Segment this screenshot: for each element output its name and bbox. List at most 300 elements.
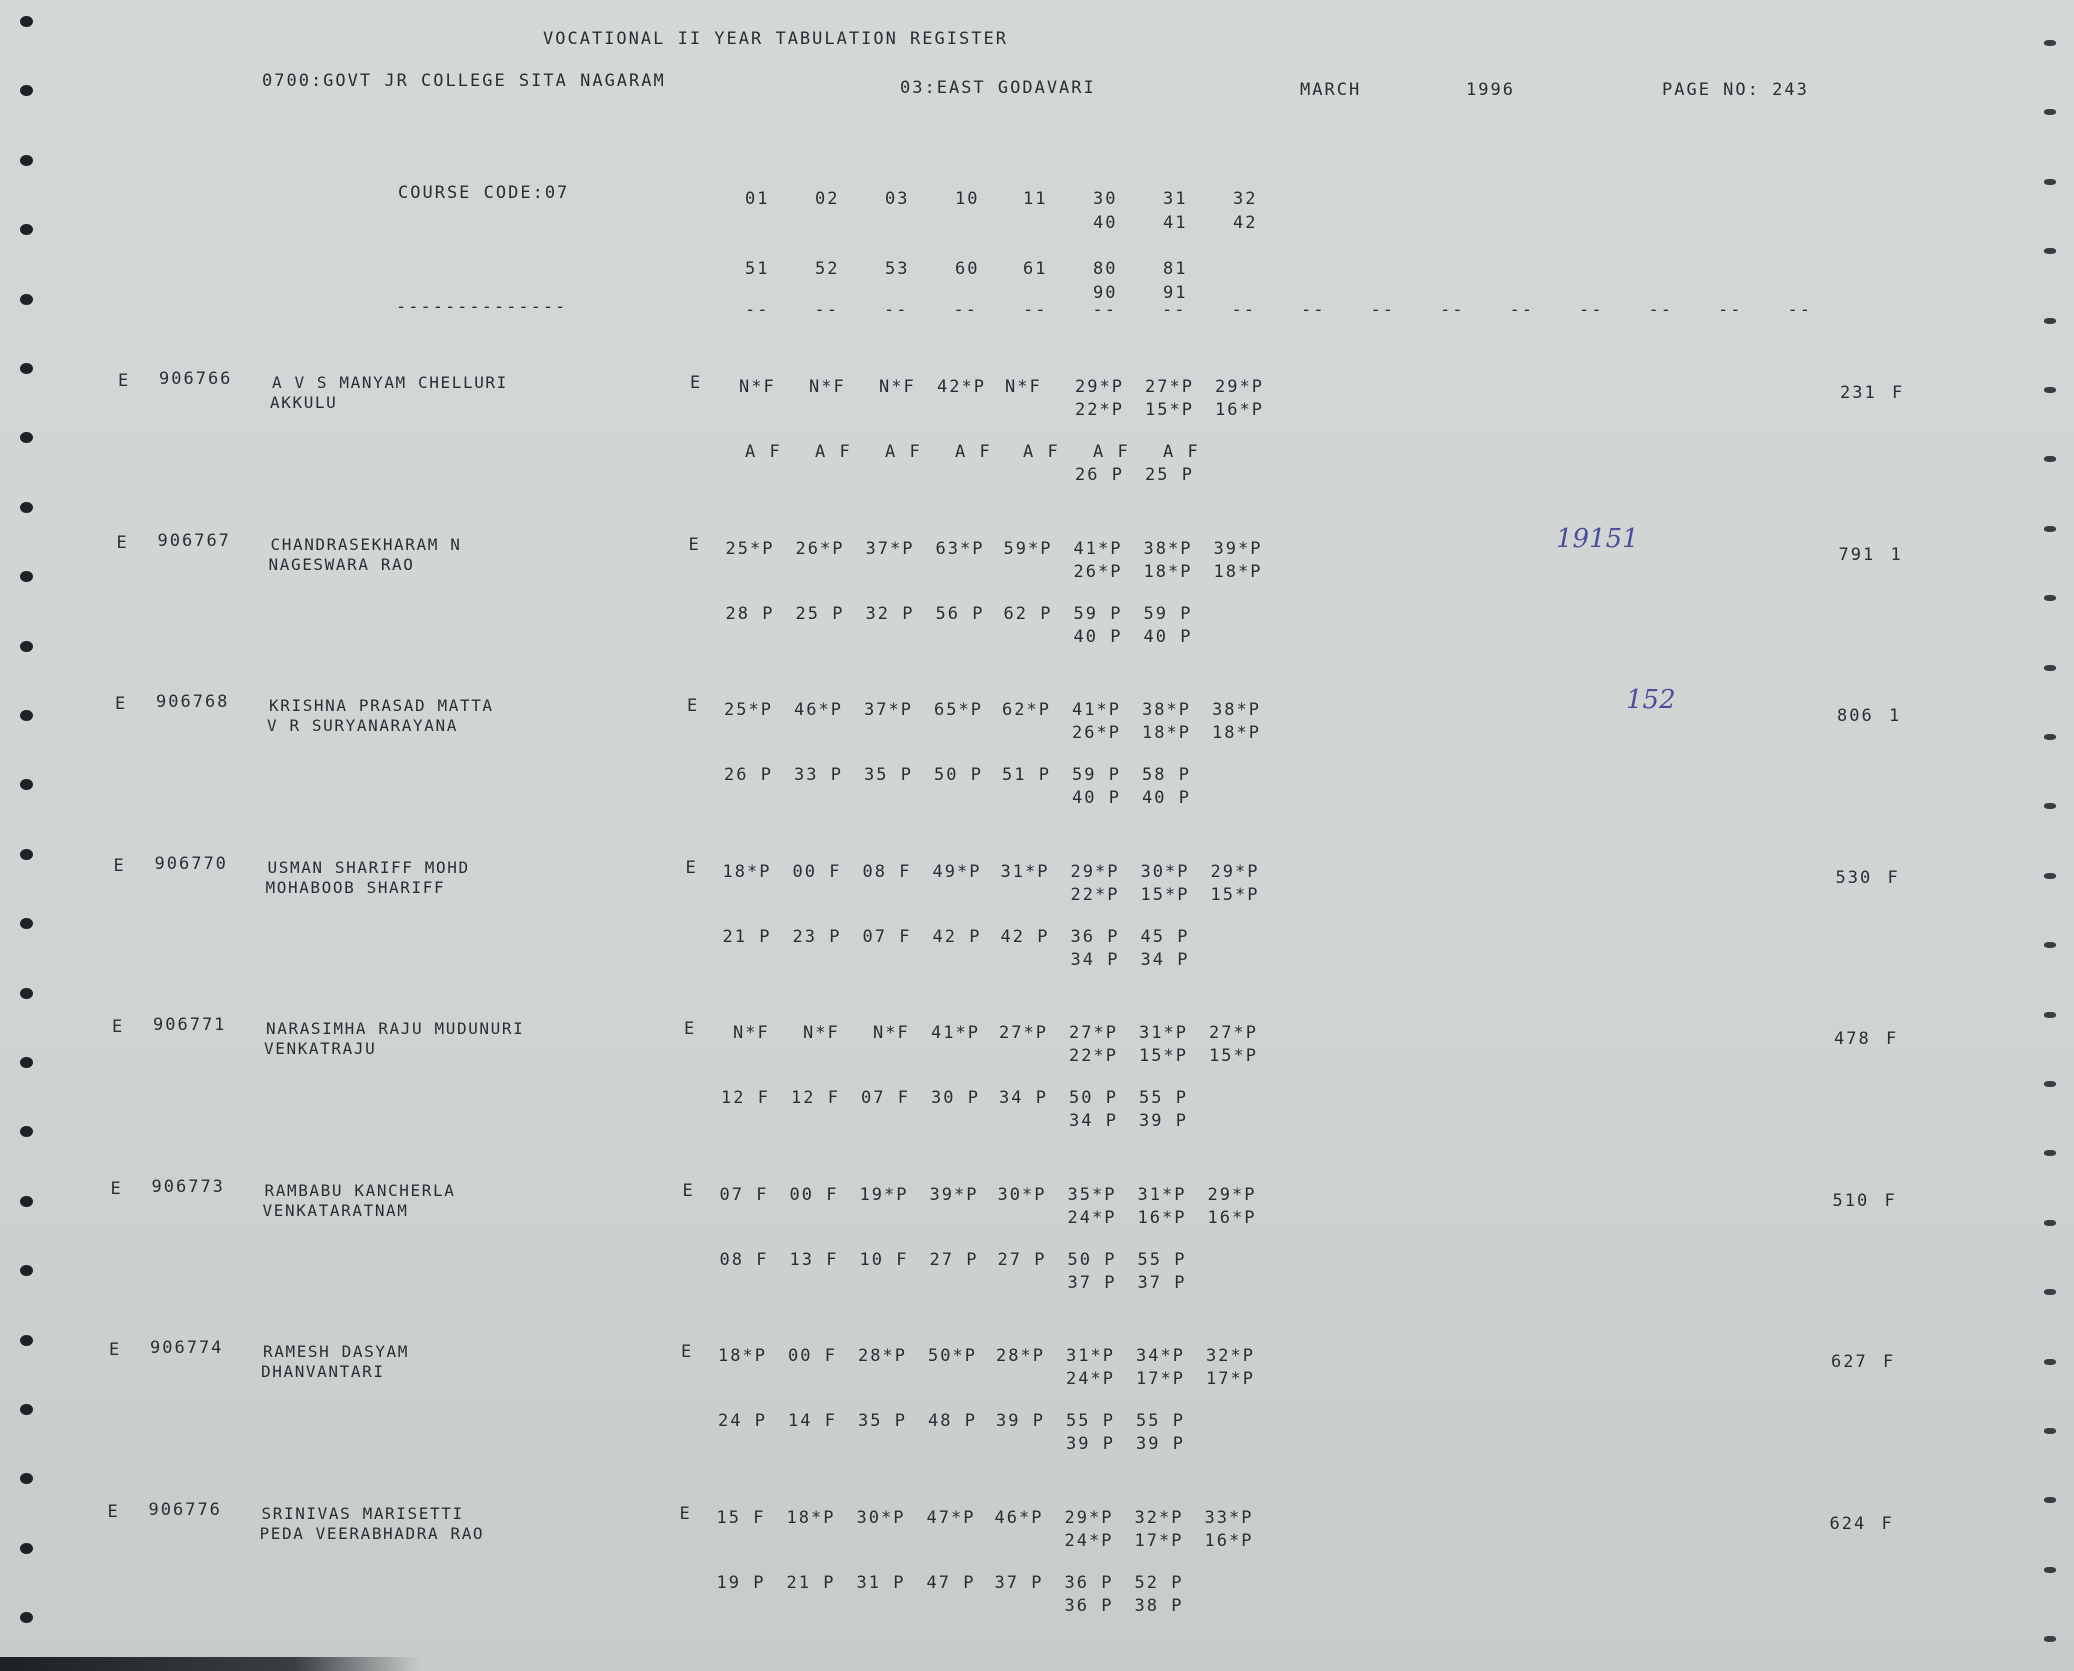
feed-hole-icon <box>20 988 33 999</box>
subject-code: 52 <box>815 259 840 279</box>
marks-year2: A F <box>1163 442 1200 462</box>
marks-year1: 29*P <box>1070 861 1120 882</box>
tractor-feed-holes-left <box>0 0 40 1671</box>
record-flag: E <box>107 1501 120 1522</box>
marks-year1: 19*P <box>859 1184 909 1205</box>
student-name: RAMBABU KANCHERLA <box>264 1180 456 1200</box>
marks-year2: 35 P <box>864 765 913 785</box>
marks-year1: 41*P <box>1072 700 1121 720</box>
marks-year2: 07 F <box>862 926 912 947</box>
marks-flag: E <box>681 1342 694 1362</box>
marks-year1: N*F <box>733 1023 770 1043</box>
column-separator: -- <box>884 300 909 320</box>
marks-year2: 50 P <box>934 765 983 785</box>
marks-year1: 27*P <box>1069 1023 1118 1043</box>
student-name: KRISHNA PRASAD MATTA <box>269 696 494 715</box>
feed-hole-icon <box>20 1543 33 1554</box>
marks-year1: N*F <box>739 377 776 397</box>
marks-year1-part2: 16*P <box>1207 1207 1257 1228</box>
marks-year2: A F <box>815 442 852 462</box>
college-name: 0700:GOVT JR COLLEGE SITA NAGARAM <box>262 71 666 91</box>
subject-code: 30 <box>1093 189 1118 209</box>
feed-hole-icon <box>20 1265 33 1276</box>
marks-year2: 37 P <box>994 1572 1044 1593</box>
student-number: 906774 <box>150 1338 224 1358</box>
subject-code: 42 <box>1233 213 1258 233</box>
marks-year2: 32 P <box>865 603 915 624</box>
feed-hole-icon <box>2044 248 2056 254</box>
marks-year2: A F <box>1023 442 1060 462</box>
subject-code: 31 <box>1163 189 1188 209</box>
feed-hole-icon <box>20 1057 33 1068</box>
subject-code: 10 <box>955 189 980 209</box>
marks-year2: 27 P <box>997 1249 1047 1270</box>
feed-hole-icon <box>2044 665 2056 671</box>
marks-year1-part2: 22*P <box>1075 400 1124 420</box>
feed-hole-icon <box>20 224 33 235</box>
marks-year1-part2: 22*P <box>1070 884 1120 905</box>
record-flag: E <box>115 694 128 714</box>
result-code: F <box>1886 1029 1899 1049</box>
marks-year1: 32*P <box>1134 1507 1184 1528</box>
marks-year2: 26 P <box>724 765 773 785</box>
marks-year2-part2: 40 P <box>1073 626 1123 647</box>
subject-code: 11 <box>1023 189 1048 209</box>
marks-year1-part2: 15*P <box>1209 1046 1258 1066</box>
marks-year1: 32*P <box>1206 1346 1255 1366</box>
marks-flag: E <box>679 1503 692 1524</box>
total-marks: 231 <box>1840 383 1877 403</box>
marks-year2: 13 F <box>789 1249 839 1270</box>
marks-year2: 25 P <box>795 603 845 624</box>
marks-year2: 39 P <box>996 1411 1045 1431</box>
column-separator: -- <box>1231 300 1256 320</box>
marks-year1: 08 F <box>862 861 912 882</box>
marks-year1: N*F <box>1005 377 1042 397</box>
result-code: F <box>1892 383 1905 403</box>
marks-year2-part2: 34 P <box>1070 949 1120 970</box>
marks-year1-part2: 24*P <box>1066 1369 1115 1389</box>
student-name: A V S MANYAM CHELLURI <box>272 373 508 392</box>
marks-year2: 33 P <box>794 765 843 785</box>
subject-code: 41 <box>1163 213 1188 233</box>
marks-flag: E <box>687 696 700 716</box>
feed-hole-icon <box>20 1404 33 1415</box>
marks-year2: 10 F <box>859 1249 909 1270</box>
subject-code: 61 <box>1023 259 1048 279</box>
marks-year1-part2: 15*P <box>1139 1046 1188 1066</box>
marks-year2-part2: 38 P <box>1134 1595 1184 1616</box>
subject-code: 01 <box>745 189 770 209</box>
marks-year1-part2: 24*P <box>1064 1530 1114 1551</box>
marks-year2-part2: 40 P <box>1072 788 1121 808</box>
register-title: VOCATIONAL II YEAR TABULATION REGISTER <box>543 29 1008 49</box>
marks-year1: 28*P <box>996 1346 1045 1366</box>
marks-year2-part2: 37 P <box>1137 1272 1187 1293</box>
marks-year1: 07 F <box>719 1184 769 1205</box>
feed-hole-icon <box>20 571 33 582</box>
marks-year1: 15 F <box>716 1507 766 1528</box>
column-separator: -- <box>1787 300 1812 320</box>
subject-code: 02 <box>815 189 840 209</box>
subject-code: 91 <box>1163 283 1188 303</box>
feed-hole-icon <box>2044 1359 2056 1365</box>
column-separator: -- <box>953 300 978 320</box>
father-name: MOHABOOB SHARIFF <box>265 877 446 897</box>
marks-year1-part2: 16*P <box>1215 400 1264 420</box>
subject-code: 40 <box>1093 213 1118 233</box>
marks-year1-part2: 18*P <box>1142 723 1191 743</box>
marks-year1: 27*P <box>999 1023 1048 1043</box>
feed-hole-icon <box>2044 942 2056 948</box>
feed-hole-icon <box>2044 318 2056 324</box>
marks-year2: 56 P <box>935 603 985 624</box>
feed-hole-icon <box>2044 1428 2056 1434</box>
marks-flag: E <box>685 857 698 878</box>
marks-year1: 41*P <box>931 1023 980 1043</box>
feed-hole-icon <box>20 1126 33 1137</box>
marks-year2: 36 P <box>1070 926 1120 947</box>
course-code-underline: -------------- <box>396 297 568 317</box>
marks-year2-part2: 34 P <box>1140 949 1190 970</box>
feed-hole-icon <box>20 1612 33 1623</box>
marks-year2: 59 P <box>1072 765 1121 785</box>
marks-year1: 29*P <box>1075 377 1124 397</box>
marks-year1: 29*P <box>1207 1184 1257 1205</box>
marks-year2: 27 P <box>929 1249 979 1270</box>
subject-code: 53 <box>885 259 910 279</box>
marks-year2: A F <box>955 442 992 462</box>
marks-year1: 46*P <box>994 1507 1044 1528</box>
marks-year2-part2: 39 P <box>1139 1111 1188 1131</box>
feed-hole-icon <box>20 918 33 929</box>
marks-year2-part2: 39 P <box>1136 1434 1185 1454</box>
marks-year2-part2: 40 P <box>1142 788 1191 808</box>
marks-year2-part2: 26 P <box>1075 465 1124 485</box>
marks-year2: 14 F <box>788 1411 837 1431</box>
subject-code: 51 <box>745 259 770 279</box>
student-number: 906766 <box>159 369 233 389</box>
feed-hole-icon <box>2044 873 2056 879</box>
student-number: 906770 <box>154 853 228 874</box>
marks-year1: 00 F <box>792 861 842 882</box>
column-separator: -- <box>1023 300 1048 320</box>
marks-year1: 18*P <box>718 1346 767 1366</box>
page-bottom-shadow <box>0 1657 420 1671</box>
feed-hole-icon <box>2044 40 2056 46</box>
marks-year1: 42*P <box>937 377 986 397</box>
marks-year1: N*F <box>873 1023 910 1043</box>
father-name: NAGESWARA RAO <box>268 554 415 574</box>
marks-year2: 45 P <box>1140 926 1190 947</box>
marks-year1: 38*P <box>1212 700 1261 720</box>
father-name: AKKULU <box>270 393 338 412</box>
father-name: PEDA VEERABHADRA RAO <box>259 1523 485 1543</box>
marks-year1: 37*P <box>864 700 913 720</box>
marks-year1: 38*P <box>1143 538 1193 559</box>
feed-hole-icon <box>2044 734 2056 740</box>
marks-year1: 39*P <box>929 1184 979 1205</box>
student-number: 906773 <box>151 1176 225 1197</box>
marks-year1: 62*P <box>1002 700 1051 720</box>
marks-year1-part2: 16*P <box>1204 1530 1254 1551</box>
feed-hole-icon <box>20 85 33 96</box>
marks-year2: 19 P <box>716 1572 766 1593</box>
marks-year2: 28 P <box>725 603 775 624</box>
feed-hole-icon <box>20 155 33 166</box>
feed-hole-icon <box>2044 595 2056 601</box>
marks-year2: 21 P <box>722 926 772 947</box>
subject-code: 03 <box>885 189 910 209</box>
marks-year2: 55 P <box>1137 1249 1187 1270</box>
father-name: VENKATRAJU <box>264 1039 377 1058</box>
marks-year1-part2: 15*P <box>1140 884 1190 905</box>
feed-hole-icon <box>2044 109 2056 115</box>
student-name: NARASIMHA RAJU MUDUNURI <box>266 1019 525 1038</box>
marks-year2: A F <box>885 442 922 462</box>
marks-year2: 50 P <box>1069 1088 1118 1108</box>
marks-year2: 62 P <box>1003 603 1053 624</box>
result-code: F <box>1884 1190 1897 1211</box>
marks-year1: 29*P <box>1215 377 1264 397</box>
page-number: PAGE NO: 243 <box>1662 80 1809 100</box>
feed-hole-icon <box>2044 1497 2056 1503</box>
column-separator: -- <box>1370 300 1395 320</box>
marks-year1: 31*P <box>1137 1184 1187 1205</box>
marks-year1: 27*P <box>1145 377 1194 397</box>
marks-year2: 30 P <box>931 1088 980 1108</box>
result-code: F <box>1881 1513 1894 1534</box>
student-name: RAMESH DASYAM <box>263 1342 410 1361</box>
subject-code: 60 <box>955 259 980 279</box>
marks-year1: 30*P <box>1140 861 1190 882</box>
marks-year1: 41*P <box>1073 538 1123 559</box>
marks-year2: 59 P <box>1073 603 1123 624</box>
marks-year1: N*F <box>879 377 916 397</box>
marks-year2: 42 P <box>1000 926 1050 947</box>
marks-year2: 12 F <box>721 1088 770 1108</box>
marks-year1: 65*P <box>934 700 983 720</box>
father-name: DHANVANTARI <box>261 1362 385 1381</box>
marks-year1: 29*P <box>1210 861 1260 882</box>
feed-hole-icon <box>2044 1150 2056 1156</box>
total-marks: 478 <box>1834 1029 1871 1049</box>
feed-hole-icon <box>20 363 33 374</box>
marks-year1-part2: 15*P <box>1210 884 1260 905</box>
marks-flag: E <box>688 534 701 555</box>
record-flag: E <box>116 532 129 553</box>
total-marks: 510 <box>1832 1190 1870 1211</box>
marks-year1-part2: 16*P <box>1137 1207 1187 1228</box>
marks-year2: 24 P <box>718 1411 767 1431</box>
feed-hole-icon <box>20 779 33 790</box>
feed-hole-icon <box>2044 1289 2056 1295</box>
feed-hole-icon <box>20 1196 33 1207</box>
tractor-feed-holes-right <box>2034 0 2074 1671</box>
marks-year1: 18*P <box>722 861 772 882</box>
marks-year1: 25*P <box>725 538 775 559</box>
column-separator: -- <box>1648 300 1673 320</box>
subject-code: 81 <box>1163 259 1188 279</box>
feed-hole-icon <box>20 849 33 860</box>
marks-year1-part2: 15*P <box>1145 400 1194 420</box>
marks-year2: 42 P <box>932 926 982 947</box>
feed-hole-icon <box>2044 456 2056 462</box>
column-separator: -- <box>1092 300 1117 320</box>
marks-year1-part2: 26*P <box>1072 723 1121 743</box>
marks-year1: 50*P <box>928 1346 977 1366</box>
marks-year1: 38*P <box>1142 700 1191 720</box>
marks-year2: 34 P <box>999 1088 1048 1108</box>
feed-hole-icon <box>20 710 33 721</box>
marks-year2-part2: 40 P <box>1143 626 1193 647</box>
course-code-label: COURSE CODE:07 <box>398 183 570 203</box>
column-separator: -- <box>1579 300 1604 320</box>
marks-year1: 31*P <box>1139 1023 1188 1043</box>
marks-year2: 51 P <box>1002 765 1051 785</box>
student-name: CHANDRASEKHARAM N <box>270 534 462 554</box>
subject-code: 90 <box>1093 283 1118 303</box>
column-separator: -- <box>1162 300 1187 320</box>
column-separator: -- <box>1718 300 1743 320</box>
marks-year2-part2: 37 P <box>1067 1272 1117 1293</box>
column-separator: -- <box>1440 300 1465 320</box>
marks-year2-part2: 34 P <box>1069 1111 1118 1131</box>
total-marks: 624 <box>1829 1513 1867 1534</box>
feed-hole-icon <box>20 294 33 305</box>
result-code: 1 <box>1889 706 1902 726</box>
marks-year2: 59 P <box>1143 603 1193 624</box>
marks-year1: 46*P <box>794 700 843 720</box>
column-separator: -- <box>1301 300 1326 320</box>
result-code: 1 <box>1890 544 1903 565</box>
record-flag: E <box>113 855 126 876</box>
feed-hole-icon <box>2044 1081 2056 1087</box>
marks-year1: 49*P <box>932 861 982 882</box>
marks-year1-part2: 22*P <box>1069 1046 1118 1066</box>
feed-hole-icon <box>20 641 33 652</box>
marks-year1: 31*P <box>1066 1346 1115 1366</box>
marks-year2: 55 P <box>1066 1411 1115 1431</box>
marks-year1: 25*P <box>724 700 773 720</box>
marks-year2: 08 F <box>719 1249 769 1270</box>
marks-flag: E <box>684 1019 697 1039</box>
feed-hole-icon <box>20 432 33 443</box>
marks-year1: 18*P <box>786 1507 836 1528</box>
total-marks: 530 <box>1835 867 1873 888</box>
marks-year1-part2: 18*P <box>1213 561 1263 582</box>
marks-year2: 52 P <box>1134 1572 1184 1593</box>
marks-year1-part2: 26*P <box>1073 561 1123 582</box>
marks-year1: 39*P <box>1213 538 1263 559</box>
marks-year1: 47*P <box>926 1507 976 1528</box>
marks-year2: 21 P <box>786 1572 836 1593</box>
marks-year1: 34*P <box>1136 1346 1185 1366</box>
marks-year2: 35 P <box>858 1411 907 1431</box>
record-flag: E <box>118 371 131 391</box>
marks-year1: 30*P <box>856 1507 906 1528</box>
student-name: USMAN SHARIFF MOHD <box>267 857 470 877</box>
marks-year1-part2: 18*P <box>1143 561 1193 582</box>
student-name: SRINIVAS MARISETTI <box>261 1503 464 1523</box>
marks-year1: 28*P <box>858 1346 907 1366</box>
marks-year1: 00 F <box>788 1346 837 1366</box>
marks-year1-part2: 24*P <box>1067 1207 1117 1228</box>
total-marks: 791 <box>1838 544 1876 565</box>
feed-hole-icon <box>2044 1567 2056 1573</box>
marks-year2: 07 F <box>861 1088 910 1108</box>
handwritten-note: 19151 <box>1556 523 1639 554</box>
marks-year2-part2: 39 P <box>1066 1434 1115 1454</box>
handwritten-note: 152 <box>1626 685 1676 715</box>
marks-year1-part2: 17*P <box>1136 1369 1185 1389</box>
marks-year2: 36 P <box>1064 1572 1114 1593</box>
marks-year1: 29*P <box>1064 1507 1114 1528</box>
feed-hole-icon <box>20 16 33 27</box>
record-flag: E <box>110 1178 123 1199</box>
exam-month: MARCH <box>1300 80 1362 100</box>
marks-year1: 30*P <box>997 1184 1047 1205</box>
feed-hole-icon <box>20 1335 33 1346</box>
feed-hole-icon <box>2044 1636 2056 1642</box>
feed-hole-icon <box>20 502 33 513</box>
marks-flag: E <box>690 373 703 393</box>
marks-year1-part2: 18*P <box>1212 723 1261 743</box>
column-separator: -- <box>745 300 770 320</box>
feed-hole-icon <box>2044 179 2056 185</box>
marks-year2-part2: 36 P <box>1064 1595 1114 1616</box>
marks-year2-part2: 25 P <box>1145 465 1194 485</box>
column-separator: -- <box>1509 300 1534 320</box>
marks-year2: 47 P <box>926 1572 976 1593</box>
marks-year1: 37*P <box>865 538 915 559</box>
marks-year2: 23 P <box>792 926 842 947</box>
marks-year1: 27*P <box>1209 1023 1258 1043</box>
marks-year2: 31 P <box>856 1572 906 1593</box>
marks-year1: 59*P <box>1003 538 1053 559</box>
marks-year2: 50 P <box>1067 1249 1117 1270</box>
total-marks: 627 <box>1831 1352 1868 1372</box>
marks-year1: 26*P <box>795 538 845 559</box>
student-number: 906776 <box>148 1499 222 1520</box>
marks-year1-part2: 17*P <box>1206 1369 1255 1389</box>
student-number: 906768 <box>156 692 230 712</box>
column-separator: -- <box>814 300 839 320</box>
marks-year2: A F <box>745 442 782 462</box>
result-code: F <box>1887 867 1900 888</box>
feed-hole-icon <box>20 1473 33 1484</box>
marks-year1: 35*P <box>1067 1184 1117 1205</box>
marks-flag: E <box>682 1180 695 1201</box>
feed-hole-icon <box>2044 526 2056 532</box>
marks-year1: 63*P <box>935 538 985 559</box>
student-number: 906767 <box>157 530 231 551</box>
marks-year2: 55 P <box>1136 1411 1185 1431</box>
record-flag: E <box>109 1340 122 1360</box>
record-flag: E <box>112 1017 125 1037</box>
marks-year2: 58 P <box>1142 765 1191 785</box>
marks-year2: 12 F <box>791 1088 840 1108</box>
marks-year1: N*F <box>803 1023 840 1043</box>
marks-year1: 31*P <box>1000 861 1050 882</box>
student-number: 906771 <box>153 1015 227 1035</box>
feed-hole-icon <box>2044 387 2056 393</box>
exam-year: 1996 <box>1466 80 1515 100</box>
feed-hole-icon <box>2044 1012 2056 1018</box>
father-name: VENKATARATNAM <box>262 1200 409 1220</box>
marks-year1: 33*P <box>1204 1507 1254 1528</box>
subject-code: 32 <box>1233 189 1258 209</box>
